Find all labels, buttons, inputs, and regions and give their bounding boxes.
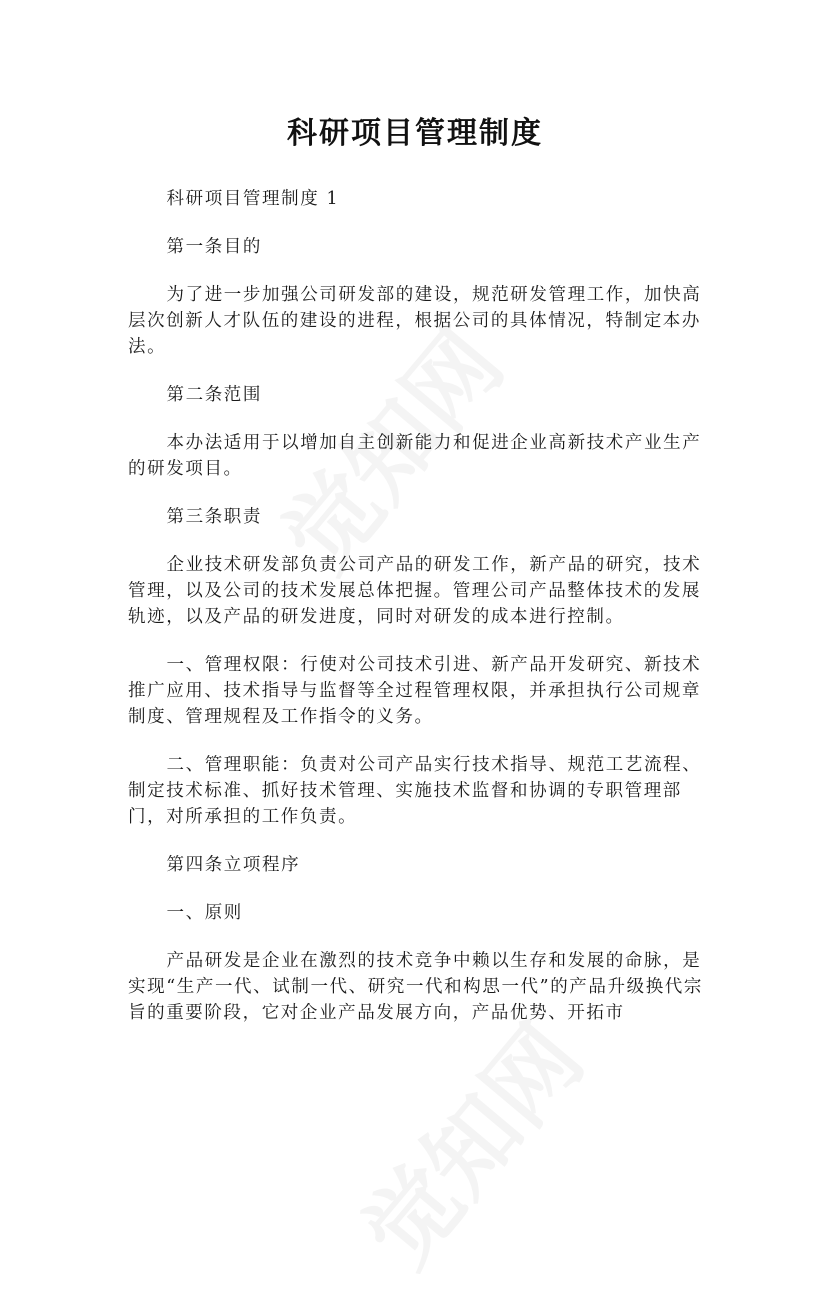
sub-heading: 一、原则	[166, 903, 243, 923]
section-heading: 第二条范围	[166, 385, 262, 405]
paragraph: 本办法适用于以增加自主创新能力和促进企业高新技术产业生产的研发项目。	[128, 433, 702, 479]
document-title: 科研项目管理制度	[287, 116, 543, 151]
paragraph: 二、管理职能：负责对公司产品实行技术指导、规范工艺流程、制定技术标准、抓好技术管理、实施技术监督和协调的专职管理部门，对所承担的工作负责。	[128, 755, 702, 827]
section-heading: 第四条立项程序	[166, 855, 301, 875]
section-heading: 第一条目的	[166, 237, 262, 257]
section-heading: 第三条职责	[166, 507, 262, 527]
paragraph: 为了进一步加强公司研发部的建设，规范研发管理工作，加快高层次创新人才队伍的建设的进程，根据公司的具体情况，特制定本办法。	[128, 285, 702, 357]
document-body	[128, 186, 718, 1048]
paragraph: 产品研发是企业在激烈的技术竞争中赖以生存和发展的命脉，是实现“生产一代、试制一代、研究一代和构思一代”的产品升级换代宗旨的重要阶段，它对企业产品发展方向，产品优势、开拓市	[128, 951, 703, 1023]
paragraph: 一、管理权限：行使对公司技术引进、新产品开发研究、新技术推广应用、技术指导与监督等全过程管理权限，并承担执行公司规章制度、管理规程及工作指令的义务。	[128, 655, 702, 727]
subtitle: 科研项目管理制度 1	[166, 189, 340, 209]
paragraph: 企业技术研发部负责公司产品的研发工作，新产品的研究，技术管理，以及公司的技术发展总体把握。管理公司产品整体技术的发展轨迹，以及产品的研发进度，同时对研发的成本进行控制。	[128, 555, 702, 627]
